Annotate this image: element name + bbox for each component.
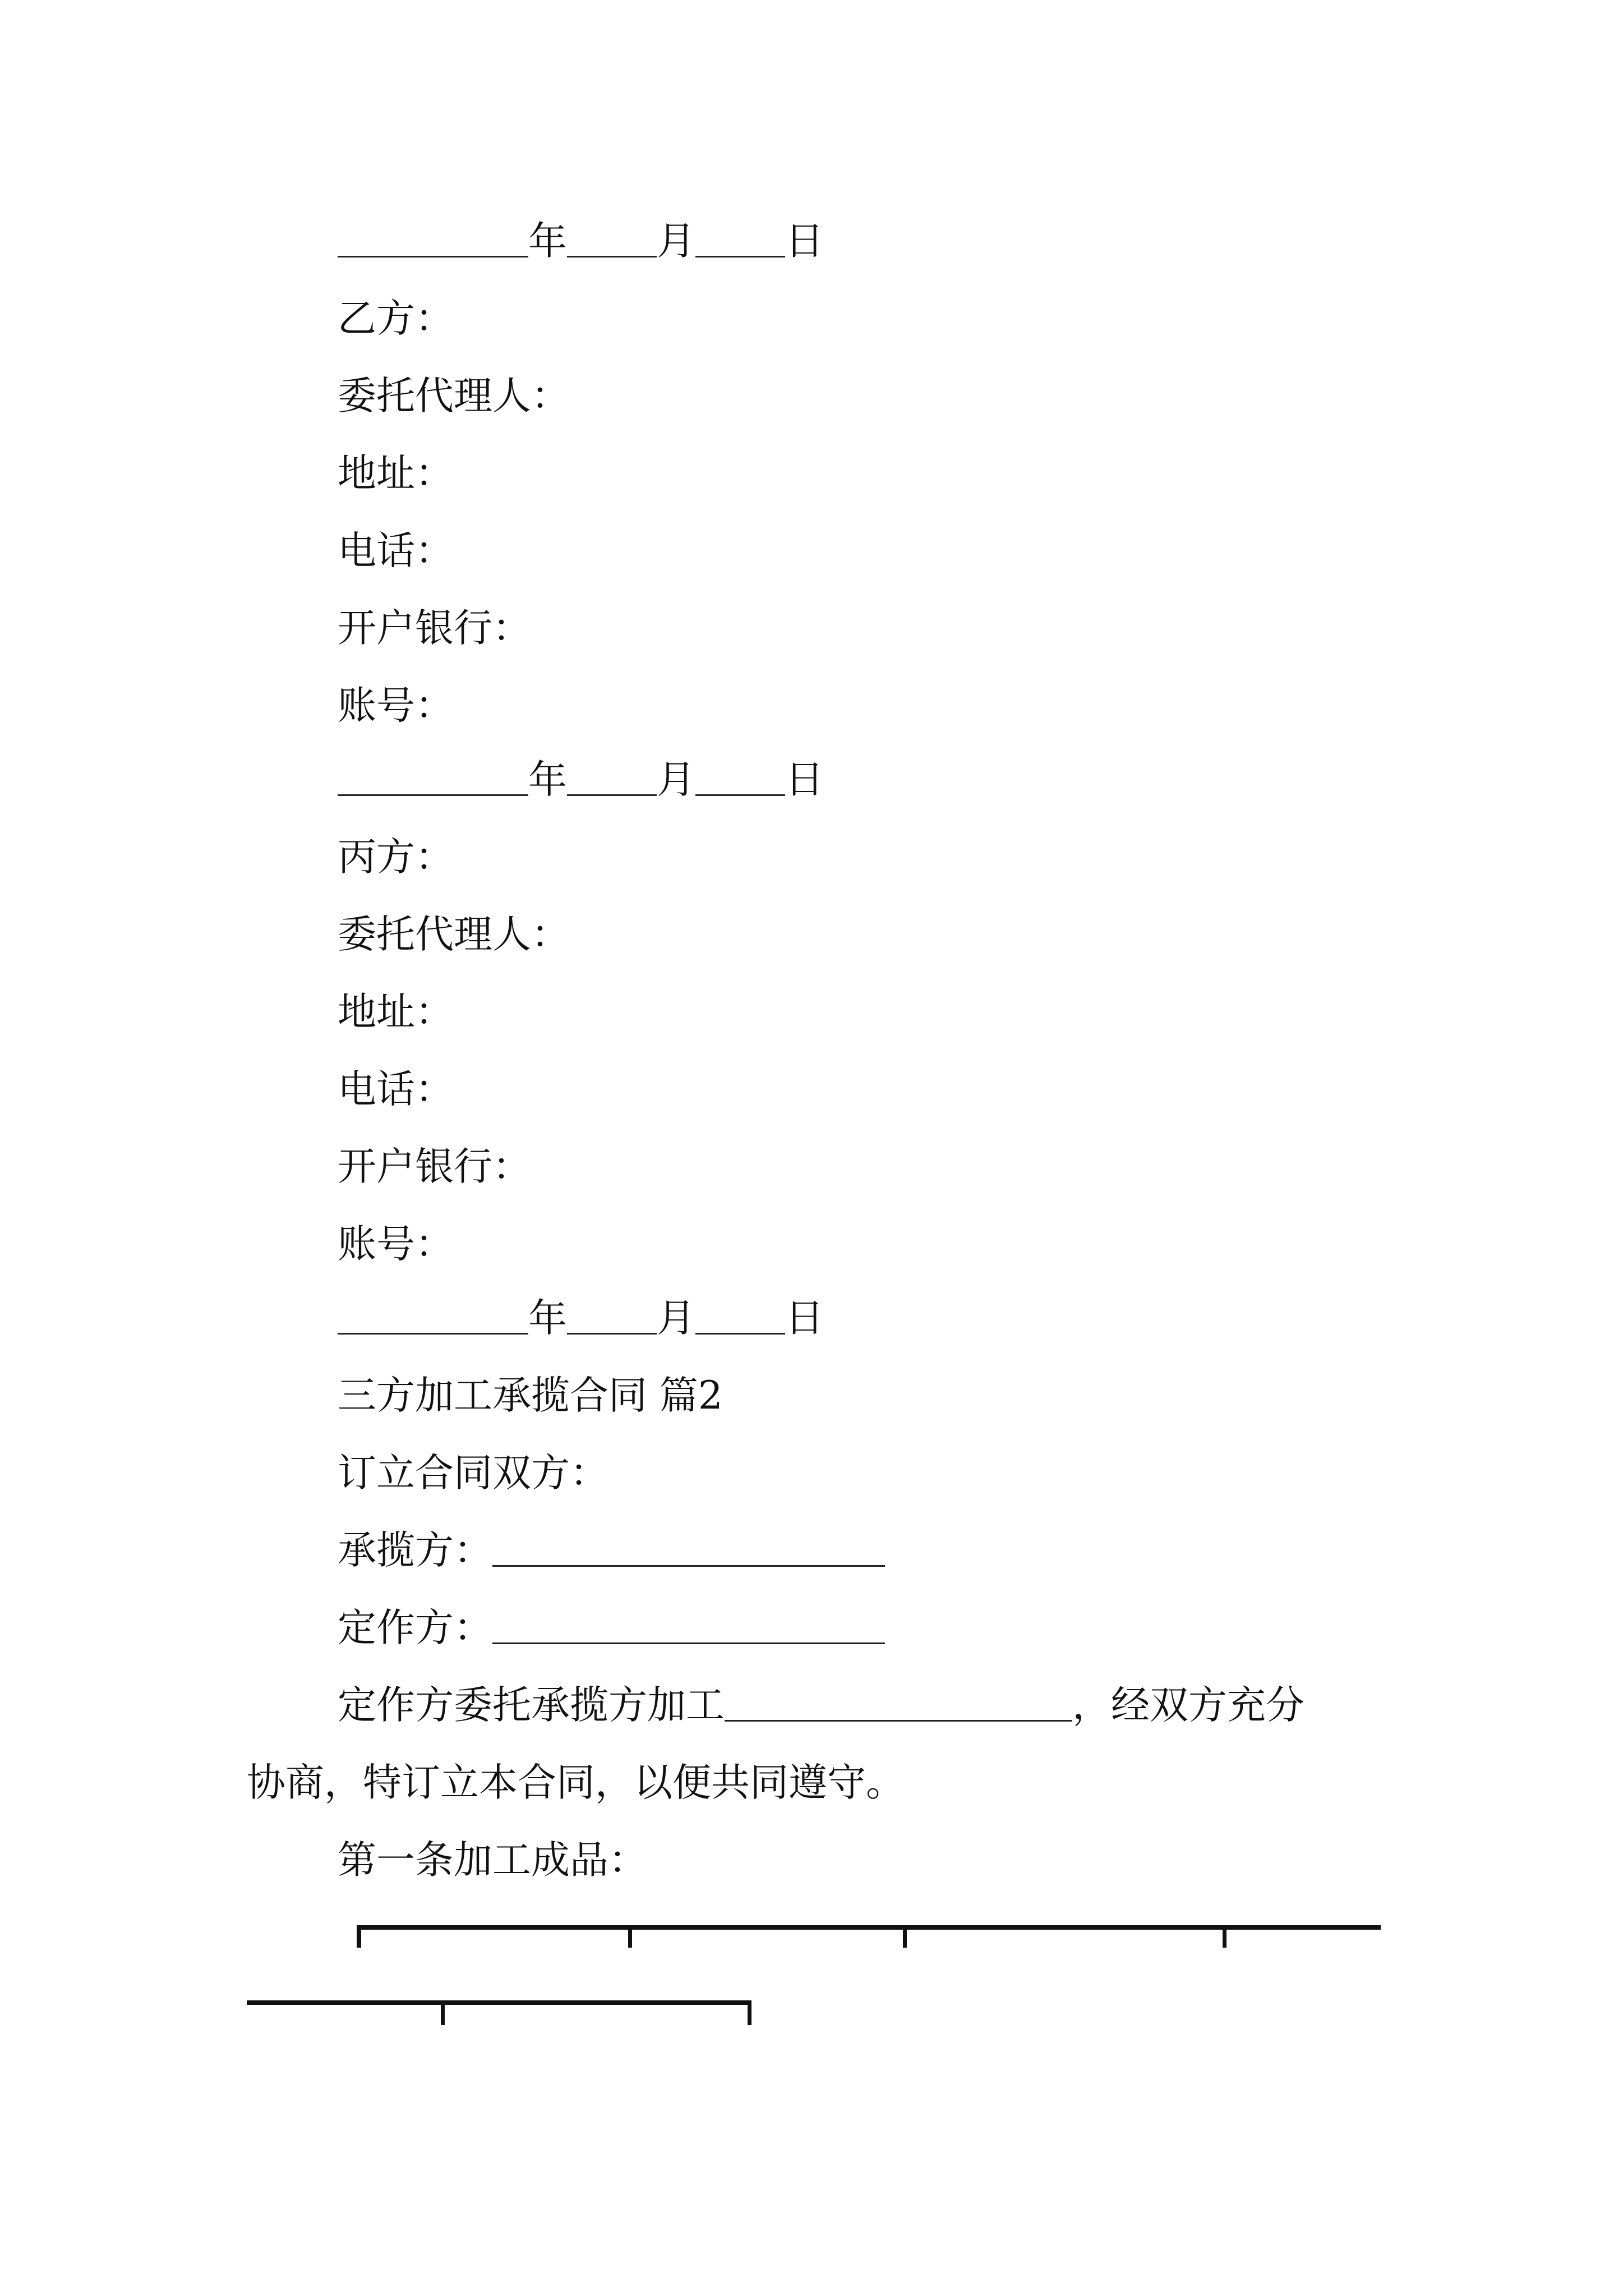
contractor-blank[interactable] [492,1531,885,1567]
table-end-tick [748,2000,751,2025]
intro-line-2: 协商，特订立本合同，以便共同遵守。 [247,1760,905,1805]
date-line [0,752,1623,808]
intro-text-1: 定作方委托承揽方加工 [338,1683,725,1728]
orderer-line [0,1600,1623,1656]
party-b-phone: 电话： [338,528,454,573]
party-c-name: 丙方： [338,835,454,880]
month-label: 月 [657,757,695,802]
party-c-bank: 开户银行： [338,1144,531,1189]
table-corner-tick [357,1925,361,1948]
month-blank[interactable] [567,761,657,796]
party-c-address: 地址： [338,990,454,1034]
year-blank[interactable] [338,761,528,796]
year-label: 年 [528,1296,567,1341]
table-col-tick [628,1927,632,1948]
product-blank[interactable] [725,1686,1072,1722]
table-col-tick [903,1927,907,1948]
year-label: 年 [528,757,567,802]
day-label: 日 [785,757,824,802]
orderer-label: 定作方： [338,1605,492,1650]
party-b-name: 乙方： [338,296,454,341]
day-label: 日 [785,1296,824,1341]
day-blank[interactable] [695,1299,785,1335]
table-col-tick [1223,1927,1227,1948]
day-label: 日 [785,219,824,264]
month-label: 月 [657,219,695,264]
intro-text-2: ，经双方充分 [1072,1683,1304,1728]
month-blank[interactable] [567,1299,657,1335]
party-b-account: 账号： [338,683,454,728]
party-c-agent: 委托代理人： [338,912,570,957]
contractor-line [0,1522,1623,1579]
date-line [0,213,1623,269]
contractor-label: 承揽方： [338,1528,492,1573]
party-c-account: 账号： [338,1222,454,1267]
intro-line-1 [0,1677,1623,1733]
day-blank[interactable] [695,222,785,257]
year-blank[interactable] [338,222,528,257]
date-line [0,1290,1623,1346]
section-title: 三方加工承揽合同 篇2 [338,1373,723,1418]
party-b-bank: 开户银行： [338,606,531,651]
month-blank[interactable] [567,222,657,257]
year-blank[interactable] [338,1299,528,1335]
article-1-heading: 第一条加工成品： [338,1838,647,1883]
party-b-address: 地址： [338,451,454,496]
party-b-agent: 委托代理人： [338,374,570,418]
orderer-blank[interactable] [492,1609,885,1644]
table-top-rule [359,1925,1381,1930]
day-blank[interactable] [695,761,785,796]
table-second-rule [247,2000,751,2005]
table-col-tick [441,2003,445,2025]
year-label: 年 [528,219,567,264]
party-c-phone: 电话： [338,1067,454,1112]
month-label: 月 [657,1296,695,1341]
parties-heading: 订立合同双方： [338,1451,608,1496]
